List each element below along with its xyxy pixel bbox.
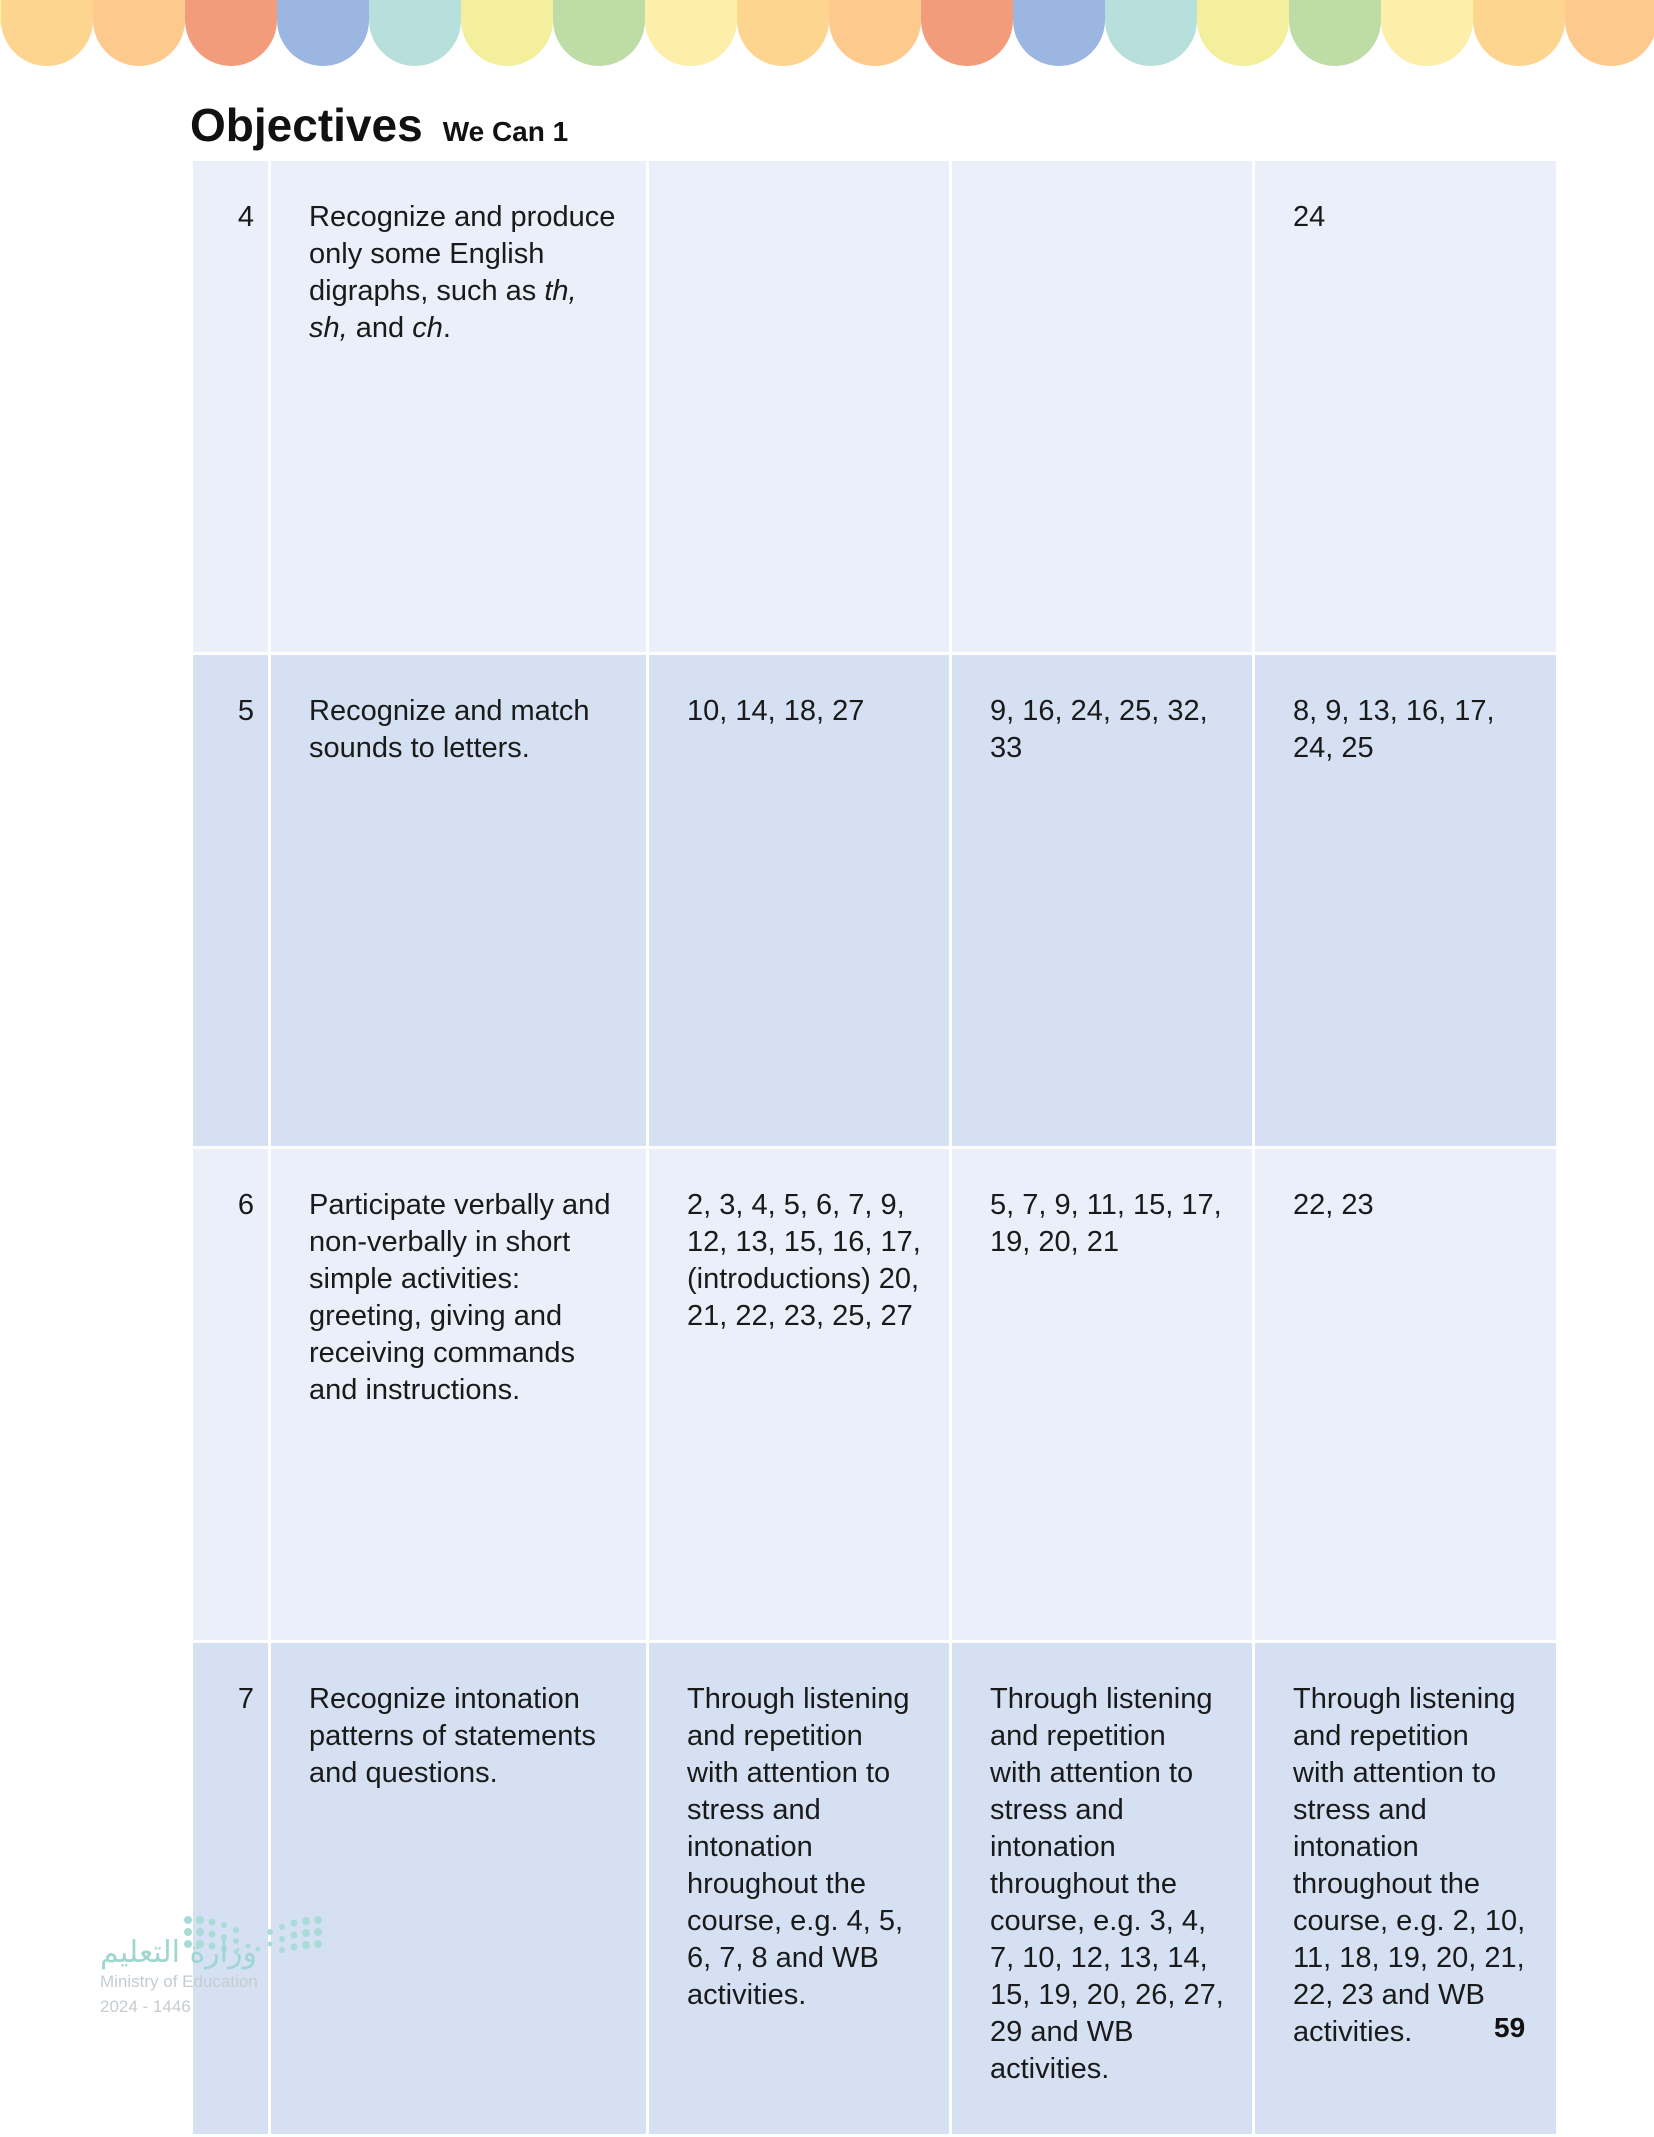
- table-cell: 22, 23: [1254, 1148, 1558, 1642]
- decorative-scallop-border: [0, 0, 1654, 66]
- objective-text: Recognize and produce only some English digraphs, such as th, sh, and ch.: [270, 160, 648, 654]
- table-row: [192, 654, 1558, 1148]
- scallop-shape: [1565, 0, 1654, 66]
- table-cell: Through listening and repetition with attention to stress and intonation hroughout the course, e.g. 4, 5, 6, 7, 8 and WB activities.: [648, 1642, 951, 2136]
- scallop-shape: [1197, 0, 1289, 66]
- ministry-name-english: Ministry of Education: [100, 1972, 258, 1991]
- scallop-shape: [369, 0, 461, 66]
- scallop-shape: [1105, 0, 1197, 66]
- scallop-shape: [737, 0, 829, 66]
- page-number: 59: [1494, 2012, 1526, 2043]
- objective-text: Recognize intonation patterns of statements and questions.: [270, 1642, 648, 2136]
- objective-number: 6: [192, 1148, 270, 1642]
- table-cell: 24: [1254, 160, 1558, 654]
- scallop-shape: [277, 0, 369, 66]
- book-subtitle: We Can 1: [442, 116, 569, 147]
- table-cell: 9, 16, 24, 25, 32, 33: [951, 654, 1254, 1148]
- table-row: [192, 1148, 1558, 1642]
- table-cell: 5, 7, 9, 11, 15, 17, 19, 20, 21: [951, 1148, 1254, 1642]
- table-cell: [951, 160, 1254, 654]
- objective-number: 5: [192, 654, 270, 1148]
- page-title: Objectives: [190, 99, 423, 151]
- scallop-shape: [0, 0, 1, 66]
- scallop-shape: [1381, 0, 1473, 66]
- scallop-shape: [461, 0, 553, 66]
- objective-number: 7: [192, 1642, 270, 2136]
- scallop-shape: [645, 0, 737, 66]
- table-cell: 10, 14, 18, 27: [648, 654, 951, 1148]
- table-cell: [648, 160, 951, 654]
- scallop-shape: [1289, 0, 1381, 66]
- objective-text: Participate verbally and non-verbally in short simple activities: greeting, giving and receiving commands and instructions.: [270, 1148, 648, 1642]
- objectives-table: [190, 158, 1559, 2137]
- scallop-shape: [921, 0, 1013, 66]
- scallop-shape: [1013, 0, 1105, 66]
- table-cell: 2, 3, 4, 5, 6, 7, 9, 12, 13, 15, 16, 17, (introductions) 20, 21, 22, 23, 25, 27: [648, 1148, 951, 1642]
- objective-number: 4: [192, 160, 270, 654]
- edition-year: 2024 - 1446: [100, 1997, 191, 2016]
- table-cell: Through listening and repetition with attention to stress and intonation throughout the course, e.g. 3, 4, 7, 10, 12, 13, 14, 15, 19, 20, 26, 27, 29 and WB activities.: [951, 1642, 1254, 2136]
- scallop-shape: [553, 0, 645, 66]
- objective-text: Recognize and match sounds to letters.: [270, 654, 648, 1148]
- scallop-shape: [1, 0, 93, 66]
- table-row: [192, 1642, 1558, 2136]
- ministry-name-arabic: وزارة التعليم: [100, 1935, 258, 1970]
- table-cell: Through listening and repetition with attention to stress and intonation throughout the course, e.g. 2, 10, 11, 18, 19, 20, 21, 22, 23 and WB activities.: [1254, 1642, 1558, 2136]
- table-cell: 8, 9, 13, 16, 17, 24, 25: [1254, 654, 1558, 1148]
- scallop-shape: [829, 0, 921, 66]
- page-header: [190, 98, 568, 152]
- scallop-shape: [93, 0, 185, 66]
- scallop-shape: [185, 0, 277, 66]
- scallop-shape: [1473, 0, 1565, 66]
- table-row: [192, 160, 1558, 654]
